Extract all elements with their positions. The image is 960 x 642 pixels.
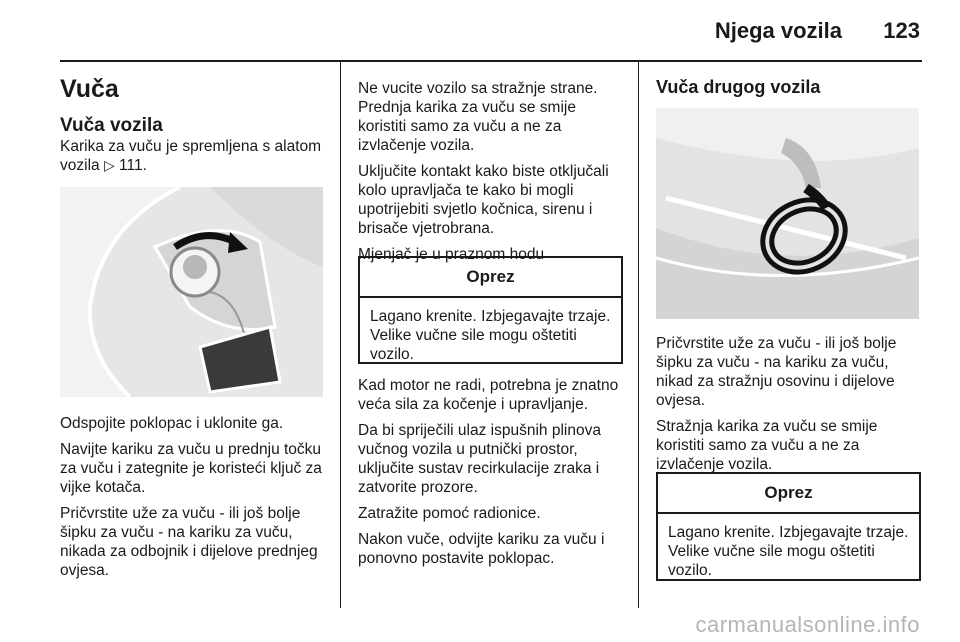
column-divider-1 <box>340 60 341 608</box>
ref-page: 111. <box>119 157 147 174</box>
right-heading-block <box>656 78 922 97</box>
caution-text: Lagano krenite. Izbjegavajte trzaje. Velike vučne sile mogu oštetiti vozilo. <box>370 308 611 363</box>
paragraph: Zatražite pomoć radionice. <box>358 505 541 522</box>
paragraph: Ne vucite vozilo sa stražnje strane. Prednja karika za vuču se smije koristiti samo za vuču a ne za izvlačenje vozila. <box>358 80 598 154</box>
caution-box <box>656 472 921 581</box>
intro-text: Karika za vuču je spremljena s alatom vozila <box>60 138 322 174</box>
paragraph: Kad motor ne radi, potrebna je znatno veća sila za kočenje i upravljanje. <box>358 377 619 413</box>
caution-text: Lagano krenite. Izbjegavajte trzaje. Velike vučne sile mogu oštetiti vozilo. <box>668 524 909 579</box>
page-header <box>0 0 960 60</box>
right-column-text <box>656 334 922 481</box>
left-column-top <box>60 116 325 182</box>
middle-column-bottom <box>358 376 624 575</box>
paragraph: Uključite kontakt kako biste otključali kolo upravljača te kako bi mogli upotrijebiti svjetlo kočnica, sirenu i brisače vjetrobrana. <box>358 163 609 237</box>
paragraph: Mjenjač je u praznom hodu <box>358 246 545 263</box>
paragraph: Pričvrstite uže za vuču - ili još bolje šipku za vuču - na kariku za vuču, nikad za stražnju osovinu i dijelove ovjesa. <box>656 335 897 409</box>
arrow-ref-icon: ▷ <box>103 157 115 173</box>
subsection-heading: Vuča vozila <box>60 115 163 136</box>
paragraph: Stražnja karika za vuču se smije koristiti samo za vuču a ne za izvlačenje vozila. <box>656 418 878 473</box>
page-number: 123 <box>883 18 920 43</box>
section-title: Njega vozila <box>714 18 842 43</box>
middle-column-top <box>358 79 624 271</box>
subsection-heading: Vuča drugog vozila <box>656 77 821 97</box>
left-column-bottom <box>60 414 325 587</box>
rear-tow-eye-illustration <box>656 108 919 319</box>
header-rule <box>60 60 922 62</box>
paragraph: Nakon vuče, odvijte kariku za vuču i ponovno postavite poklopac. <box>358 531 605 567</box>
intro-paragraph <box>60 137 325 175</box>
column-divider-2 <box>638 60 639 608</box>
tow-eye-cover-illustration <box>60 187 323 397</box>
paragraph: Navijte kariku za vuču u prednju točku za vuču i zategnite je koristeći ključ za vijke kotača. <box>60 441 322 496</box>
paragraph: Pričvrstite uže za vuču - ili još bolje šipku za vuču - na kariku za vuču, nikada za odbojnik i dijelove prednjeg ovjesa. <box>60 505 318 579</box>
caution-box <box>358 256 623 364</box>
paragraph: Da bi spriječili ulaz ispušnih plinova vučnog vozila u putnički prostor, uključite sustav recirkulacije zraka i zatvorite prozore. <box>358 422 601 496</box>
caution-title: Oprez <box>360 258 621 298</box>
section-heading: Vuča <box>60 75 119 103</box>
watermark: carmanualsonline.info <box>695 612 920 637</box>
paragraph: Odspojite poklopac i uklonite ga. <box>60 415 284 432</box>
caution-title: Oprez <box>658 474 919 514</box>
